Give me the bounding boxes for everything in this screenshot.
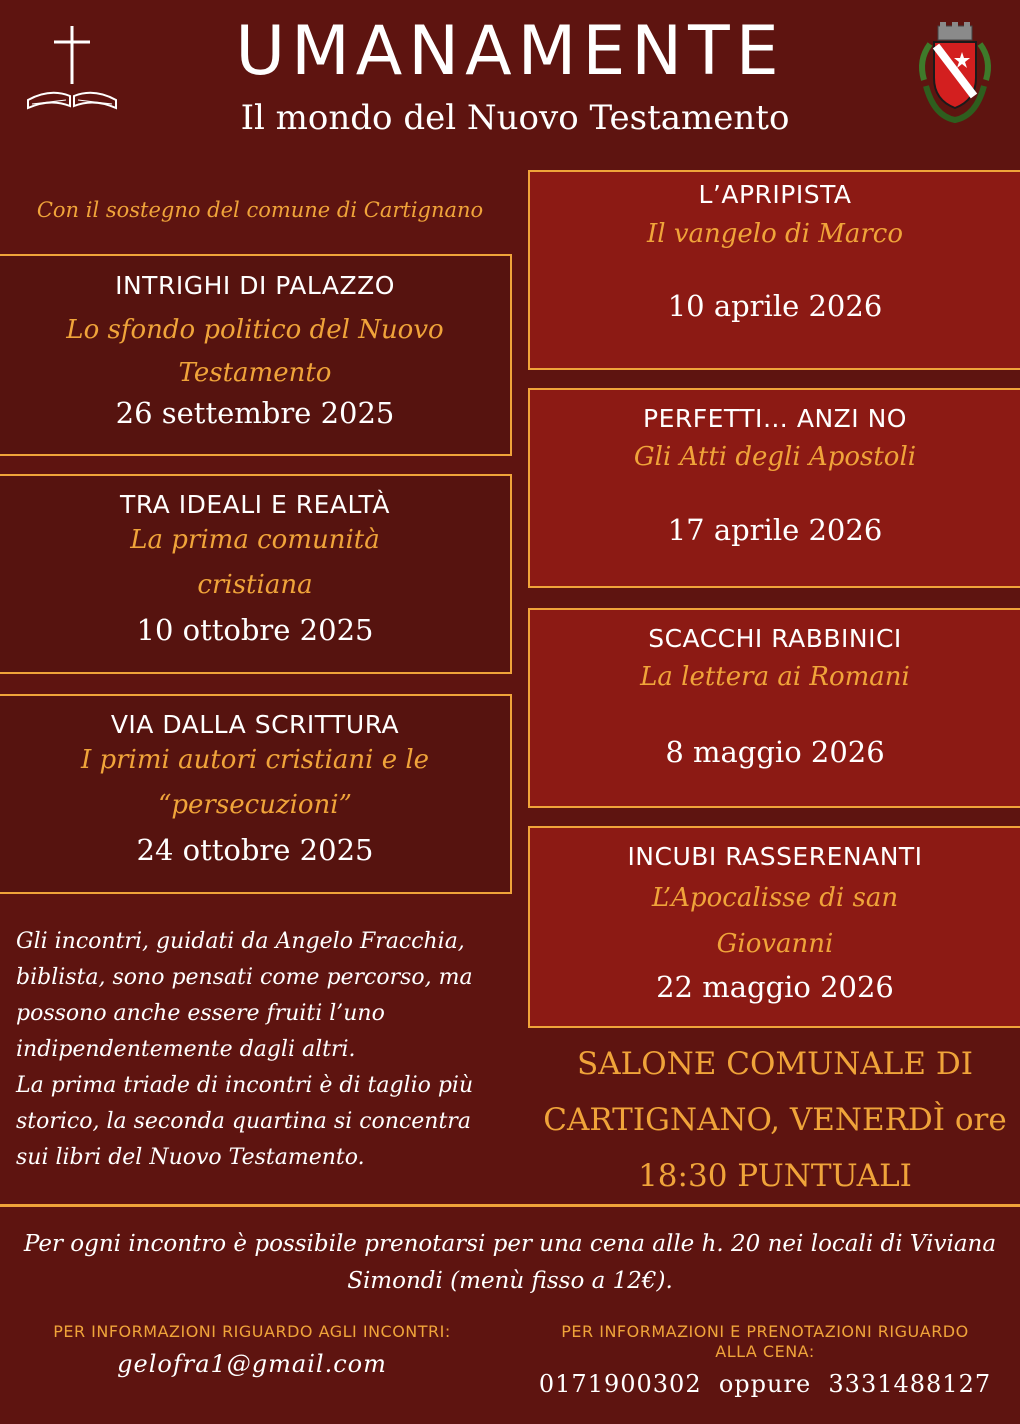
event-subtitle: L’Apocalisse di san <box>651 883 899 913</box>
page-title: UMANAMENTE <box>235 12 785 91</box>
events-contact-label: PER INFORMAZIONI RIGUARDO AGLI INCONTRI: <box>53 1322 451 1341</box>
dinner-line: Simondi (menù fisso a 12€). <box>347 1268 673 1294</box>
description-line: indipendentemente dagli altri. <box>16 1037 356 1062</box>
dinner-contact-label: PER INFORMAZIONI E PRENOTAZIONI RIGUARDO <box>561 1322 969 1341</box>
event-title: SCACCHI RABBINICI <box>648 624 902 653</box>
venue-info <box>530 1036 1020 1204</box>
event-subtitle: I primi autori cristiani e le <box>80 745 430 775</box>
event-title: TRA IDEALI E REALTÀ <box>120 490 390 519</box>
dinner-note <box>0 1226 1020 1300</box>
event-date: 8 maggio 2026 <box>665 735 885 769</box>
event-card-left-1 <box>0 254 512 456</box>
sponsor-note: Con il sostegno del comune di Cartignano <box>36 198 484 222</box>
description <box>16 924 526 1176</box>
event-card-right-4 <box>528 826 1020 1028</box>
event-card-right-1 <box>528 170 1020 370</box>
dinner-contact <box>510 1322 1020 1398</box>
divider <box>0 1204 1020 1207</box>
venue-line: CARTIGNANO, VENERDÌ ore <box>543 1102 1007 1138</box>
event-date: 10 aprile 2026 <box>667 289 883 323</box>
event-date: 26 settembre 2025 <box>115 396 395 430</box>
event-card-left-2 <box>0 474 512 674</box>
event-date: 22 maggio 2026 <box>656 970 894 1004</box>
event-date: 24 ottobre 2025 <box>136 833 374 867</box>
description-line: storico, la seconda quartina si concentra <box>16 1109 471 1134</box>
event-subtitle: Gli Atti degli Apostoli <box>633 442 917 472</box>
event-title: L’APRIPISTA <box>698 180 852 209</box>
description-line: La prima triade di incontri è di taglio più <box>16 1073 474 1098</box>
event-card-left-3 <box>0 694 512 894</box>
event-subtitle: cristiana <box>197 570 313 600</box>
page-subtitle: Il mondo del Nuovo Testamento <box>240 98 790 138</box>
dinner-phone[interactable]: 0171900302 oppure 3331488127 <box>538 1370 992 1398</box>
events-email-link[interactable]: gelofra1@gmail.com <box>117 1350 387 1378</box>
dinner-line: Per ogni incontro è possibile prenotarsi per una cena alle h. 20 nei locali di Viviana <box>23 1231 997 1257</box>
event-card-right-2 <box>528 388 1020 588</box>
event-title: INCUBI RASSERENANTI <box>627 842 923 871</box>
events-contact <box>0 1322 504 1378</box>
event-subtitle: “persecuzioni” <box>158 790 352 820</box>
event-title: INTRIGHI DI PALAZZO <box>115 271 395 300</box>
description-line: sui libri del Nuovo Testamento. <box>16 1145 365 1170</box>
event-subtitle: Giovanni <box>716 929 834 959</box>
event-title: VIA DALLA SCRITTURA <box>110 710 400 739</box>
event-subtitle: La lettera ai Romani <box>640 662 910 692</box>
event-card-right-3 <box>528 608 1020 808</box>
venue-line: SALONE COMUNALE DI <box>577 1046 973 1082</box>
description-line: Gli incontri, guidati da Angelo Fracchia, <box>16 929 465 954</box>
event-subtitle: Lo sfondo politico del Nuovo <box>66 315 444 345</box>
description-line: biblista, sono pensati come percorso, ma <box>16 965 473 990</box>
event-subtitle: La prima comunità <box>130 525 380 555</box>
event-date: 17 aprile 2026 <box>667 513 883 547</box>
event-subtitle: Testamento <box>178 358 332 388</box>
event-title: PERFETTI… ANZI NO <box>643 404 907 433</box>
dinner-contact-label: ALLA CENA: <box>715 1342 815 1361</box>
description-line: possono anche essere fruiti l’uno <box>16 1001 385 1026</box>
venue-line: 18:30 PUNTUALI <box>638 1158 912 1194</box>
event-subtitle: Il vangelo di Marco <box>646 219 904 249</box>
event-date: 10 ottobre 2025 <box>136 613 374 647</box>
